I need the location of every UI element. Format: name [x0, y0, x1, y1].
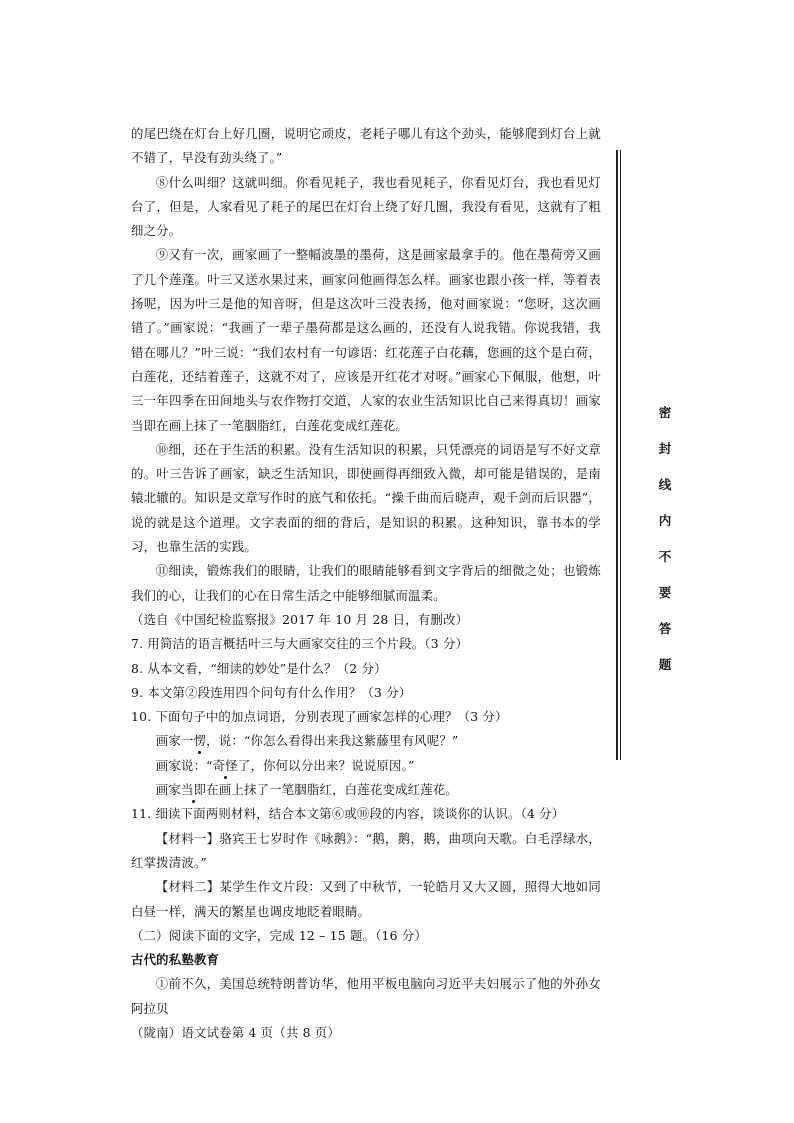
question-11: 11. 细读下面两则材料，结合本文第⑥或⑩段的内容，谈谈你的认识。（4 分）: [131, 806, 565, 822]
dotted-word: 当即: [180, 782, 207, 798]
question-7: 7. 用简洁的语言概括叶三与大画家交往的三个片段。（3 分）: [131, 636, 469, 652]
binding-line-left: [616, 150, 618, 760]
sentence-text: 画家一: [155, 733, 194, 749]
seal-char: 封: [658, 441, 672, 456]
seal-char: 题: [658, 657, 672, 672]
dotted-word: 愣: [193, 733, 207, 749]
seal-char: 不: [658, 549, 672, 564]
sentence-text: ，说：“你怎么看得出来我这紫藤里有风呢？”: [206, 733, 459, 749]
question-10-sentence-3: [131, 778, 601, 802]
seal-char: 线: [658, 477, 672, 492]
seal-line-notice: [645, 395, 685, 683]
paragraph-10: ⑩细，还在于生活的积累。没有生活知识的积累，只凭漂亮的词语是写不好文章的。叶三告诉了画家，缺乏生活知识，即使画得再细致入微，却可能是错误的，是南辕北辙的。知识是文章写作时的底气和依托。“操千曲而后晓声，观千剑而后识器”，说的就是这个道理。文字表面的细的背后，是知识的积累。这种知识，靠书本的学习，也靠生活的实践。: [131, 441, 601, 555]
question-10-sentence-1: [131, 729, 601, 753]
seal-char: 要: [658, 585, 672, 600]
question-10-sentence-2: [131, 754, 601, 778]
question-9: 9. 本文第②段连用四个问句有什么作用？（3 分）: [131, 684, 412, 700]
seal-char: 密: [658, 405, 672, 420]
material-2: 【材料二】某学生作文片段：又到了中秋节，一轮皓月又大又圆，照得大地如同白昼一样，满天的繁星也调皮地眨着眼睛。: [131, 879, 601, 919]
paragraph-7-tail: 的尾巴绕在灯台上好几圈，说明它顽皮，老耗子哪儿有这个劲头，能够爬到灯台上就不错了，早没有劲头绕了。”: [131, 126, 601, 166]
article-title: 古代的私塾教育: [131, 952, 220, 968]
sentence-text: 画家: [155, 782, 181, 798]
paragraph-11: ⑪细读，锻炼我们的眼睛，让我们的眼睛能够看到文字背后的细微之处；也锻炼我们的心，让我们的心在日常生活之中能够细腻而温柔。: [131, 563, 601, 603]
sentence-text: 了，你何以分出来？说说原因。”: [237, 757, 415, 773]
source-citation: （选自《中国纪检监察报》2017 年 10 月 28 日，有删改）: [131, 611, 469, 627]
page-footer: （陇南）语文试卷第 4 页（共 8 页）: [131, 1024, 340, 1040]
paragraph-9: ⑨又有一次，画家画了一整幅波墨的墨荷，这是画家最拿手的。他在墨荷旁又画了几个莲蓬。叶三又送水果过来，画家问他画得怎么样。画家也跟小孩一样，等着表扬呢，因为叶三是他的知音呀，但是这次叶三没表扬，他对画家说：“您呀，这次画错了。”画家说：“我画了一辈子墨荷都是这么画的，还没有人说我错。你说我错，我错在哪儿？”叶三说：“我们农村有一句谚语：红花莲子白花藕，您画的这个是白荷，白莲花，还结着莲子，这就不对了，应该是开红花才对呀。”画家心下佩服，他想，叶三一年四季在田间地头与农作物打交道，人家的农业生活知识比自己来得真切！画家当即在画上抹了一笔胭脂红，白莲花变成红莲花。: [131, 247, 601, 433]
binding-line-right: [620, 150, 621, 760]
sentence-text: 画家说：“: [155, 757, 213, 773]
page-content: [131, 122, 601, 1045]
material-1: 【材料一】骆宾王七岁时作《咏鹅》：“鹅，鹅，鹅，曲项向天歌。白毛浮绿水，红掌拨清波。”: [131, 830, 601, 870]
section-2-heading: （二）阅读下面的文字，完成 12 – 15 题。（16 分）: [131, 927, 428, 943]
question-8: 8. 从本文看，“细读的妙处”是什么？（2 分）: [131, 660, 387, 676]
sentence-text: 在画上抹了一笔胭脂红，白莲花变成红莲花。: [206, 782, 458, 798]
paragraph-8: ⑧什么叫细？这就叫细。你看见耗子，我也看见耗子，你看见灯台，我也看见灯台了，但是，人家看见了耗子的尾巴在灯台上绕了好几圈，我没有看见，这就有了粗细之分。: [131, 174, 601, 239]
article-paragraph-1: ①前不久，美国总统特朗普访华，他用平板电脑向习近平夫妇展示了他的外孙女阿拉贝: [131, 976, 601, 1016]
dotted-word: 奇怪: [212, 757, 238, 773]
seal-char: 答: [658, 621, 672, 636]
seal-char: 内: [658, 513, 672, 528]
question-10: 10. 下面句子中的加点词语，分别表现了画家怎样的心理？（3 分）: [131, 709, 508, 725]
